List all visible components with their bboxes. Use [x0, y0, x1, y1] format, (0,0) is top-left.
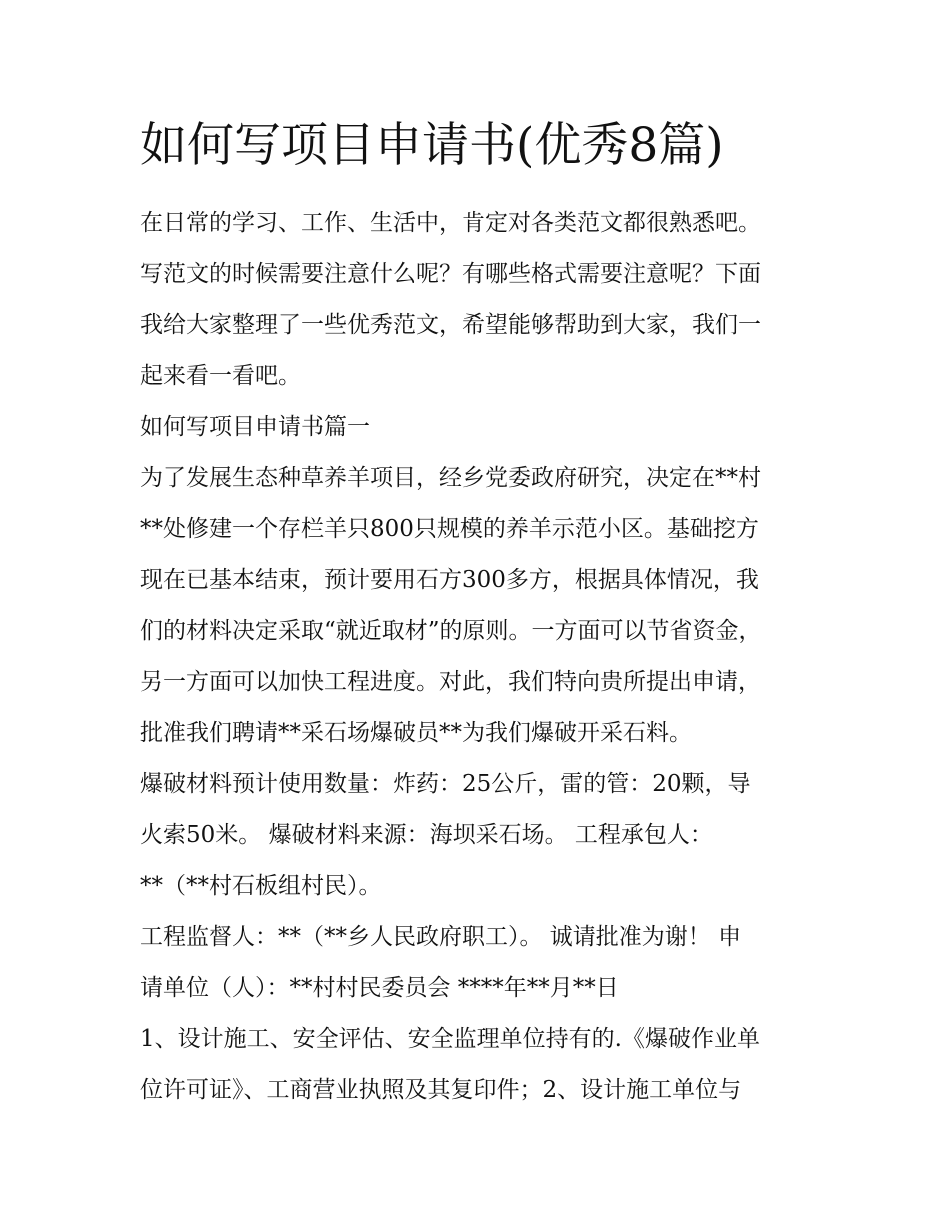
body-line-3: 现在已基本结束，预计要用石方300多方，根据具体情况，我 [140, 567, 759, 593]
material-line-2: 火索50米。 爆破材料来源：海坝采石场。 工程承包人： [140, 822, 713, 848]
intro-line-3: 我给大家整理了一些优秀范文，希望能够帮助到大家，我们一 [140, 312, 761, 338]
intro-line-4: 起来看一看吧。 [140, 363, 301, 389]
document-title: 如何写项目申请书(优秀8篇) [140, 118, 724, 173]
intro-line-1: 在日常的学习、工作、生活中，肯定对各类范文都很熟悉吧。 [140, 210, 761, 236]
intro-line-2: 写范文的时候需要注意什么呢？有哪些格式需要注意呢？下面 [140, 261, 761, 287]
supervisor-line-1: 工程监督人：**（**乡人民政府职工）。 诚请批准为谢！ 申 [140, 924, 742, 950]
requirement-line-1: 1、设计施工、安全评估、安全监理单位持有的.《爆破作业单 [140, 1026, 760, 1052]
material-line-3: **（**村石板组村民）。 [140, 873, 382, 899]
requirement-line-2: 位许可证》、工商营业执照及其复印件；2、设计施工单位与 [140, 1077, 742, 1103]
supervisor-line-2: 请单位（人）：**村村民委员会 ****年**月**日 [140, 975, 619, 1001]
body-line-6: 批准我们聘请**采石场爆破员**为我们爆破开采石料。 [140, 720, 692, 746]
section-heading: 如何写项目申请书篇一 [140, 414, 370, 440]
body-line-5: 另一方面可以加快工程进度。对此，我们特向贵所提出申请， [140, 669, 761, 695]
document-body [140, 112, 820, 1116]
body-line-4: 们的材料决定采取“就近取材”的原则。一方面可以节省资金， [140, 618, 762, 644]
body-line-2: **处修建一个存栏羊只800只规模的养羊示范小区。基础挖方 [140, 516, 759, 542]
material-line-1: 爆破材料预计使用数量：炸药：25公斤，雷的管：20颗，导 [140, 771, 751, 797]
body-line-1: 为了发展生态种草养羊项目，经乡党委政府研究，决定在**村 [140, 465, 761, 491]
